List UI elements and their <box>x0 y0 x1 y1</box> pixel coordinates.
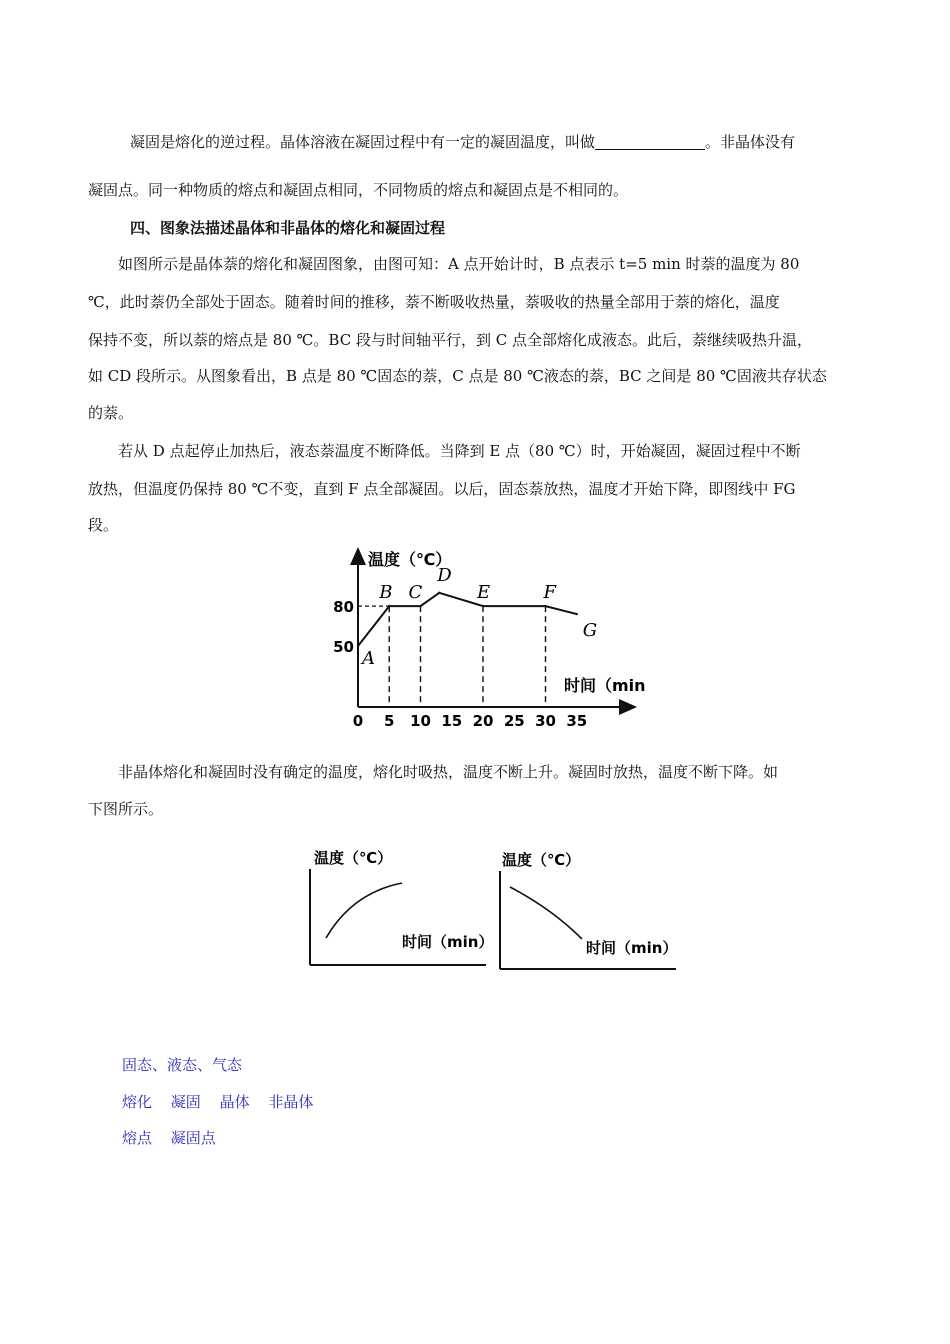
data-point <box>419 605 421 607</box>
answer-item: 凝固点 <box>170 1129 216 1147</box>
y-axis-label: 温度（℃） <box>314 849 393 867</box>
x-tick-label: 15 <box>441 712 463 730</box>
data-point <box>388 605 390 607</box>
y-tick-label: 80 <box>333 598 354 617</box>
data-point <box>544 605 546 607</box>
y-tick-label: 50 <box>333 638 354 656</box>
answer-row <box>122 1054 256 1075</box>
falling-curve <box>510 887 582 939</box>
para2-line: ℃，此时萘仍全部处于固态。随着时间的推移，萘不断吸收热量，萘吸收的热量全部用于萘的熔化，温度 <box>88 293 780 311</box>
para1-text-a: 凝固是熔化的逆过程。晶体溶液在凝固过程中有一定的凝固温度，叫做 <box>130 133 596 151</box>
data-point <box>357 645 359 647</box>
answer-item: 晶体 <box>219 1093 250 1111</box>
answer-item: 凝固 <box>170 1093 201 1111</box>
x-tick-label: 5 <box>384 712 395 730</box>
answer-row <box>122 1091 327 1112</box>
amorphous-melting-chart <box>300 843 500 973</box>
x-tick-label: 35 <box>566 712 588 730</box>
para3-line: 若从 D 点起停止加热后，液态萘温度不断降低。当降到 E 点（80 ℃）时，开始凝固，凝固过程中不断 <box>118 442 801 460</box>
para1-line2: 凝固点。同一种物质的熔点和凝固点相同，不同物质的熔点和凝固点是不相同的。 <box>88 181 629 199</box>
answer-row <box>122 1127 230 1148</box>
data-point <box>438 592 440 594</box>
para3-line: 段。 <box>88 516 119 534</box>
para2-line: 保持不变，所以萘的熔点是 80 ℃。BC 段与时间轴平行，到 C 点全部熔化成液态。此后，萘继续吸热升温， <box>88 331 812 349</box>
y-axis-label: 温度（℃） <box>502 851 581 869</box>
x-axis-label: 时间（min） <box>586 939 678 957</box>
para2-line: 如图所示是晶体萘的熔化和凝固图象，由图可知：A 点开始计时，B 点表示 t=5 min 时萘的温度为 80 <box>118 255 800 273</box>
para2-line: 如 CD 段所示。从图象看出，B 点是 80 ℃固态的萘，C 点是 80 ℃液态的萘，BC 之间是 80 ℃固液共存状态 <box>88 367 827 385</box>
answer-item: 固态、液态、气态 <box>122 1056 243 1074</box>
point-label-f: F <box>543 582 556 604</box>
data-point <box>576 613 578 615</box>
answer-item: 熔化 <box>122 1093 153 1111</box>
point-label-d: D <box>437 564 452 586</box>
point-label-g: G <box>582 620 598 642</box>
rising-curve <box>326 883 402 938</box>
x-tick-label: 30 <box>535 712 556 730</box>
x-tick-label: 0 <box>352 712 364 730</box>
x-tick-label: 20 <box>472 712 494 730</box>
point-label-a: A <box>362 648 375 669</box>
answer-item: 非晶体 <box>268 1093 314 1111</box>
point-label-c: C <box>408 582 423 604</box>
x-axis-label: 时间（min） <box>402 933 494 951</box>
y-axis-label: 温度（℃） <box>368 550 452 569</box>
para1-text-b: 。非晶体没有 <box>705 133 796 151</box>
x-tick-label: 10 <box>410 712 431 730</box>
answer-blank[interactable] <box>595 133 705 150</box>
amorphous-solidification-chart <box>490 845 690 975</box>
para2-line: 的萘。 <box>88 404 134 422</box>
x-tick-label: 25 <box>503 712 525 730</box>
point-label-e: E <box>477 582 491 604</box>
section-title: 四、图象法描述晶体和非晶体的熔化和凝固过程 <box>130 219 446 237</box>
answer-item: 熔点 <box>122 1129 153 1147</box>
para4-line: 下图所示。 <box>88 800 164 818</box>
point-label-b: B <box>379 582 393 604</box>
para4-line: 非晶体熔化和凝固时没有确定的温度，熔化时吸热，温度不断上升。凝固时放热，温度不断下降。如 <box>118 763 779 781</box>
crystal-chart <box>330 545 650 735</box>
para3-line: 放热，但温度仍保持 80 ℃不变，直到 F 点全部凝固。以后，固态萘放热，温度才开始下降，即图线中 FG <box>88 480 796 498</box>
data-point <box>482 605 484 607</box>
x-axis-label: 时间（min <box>564 676 646 695</box>
